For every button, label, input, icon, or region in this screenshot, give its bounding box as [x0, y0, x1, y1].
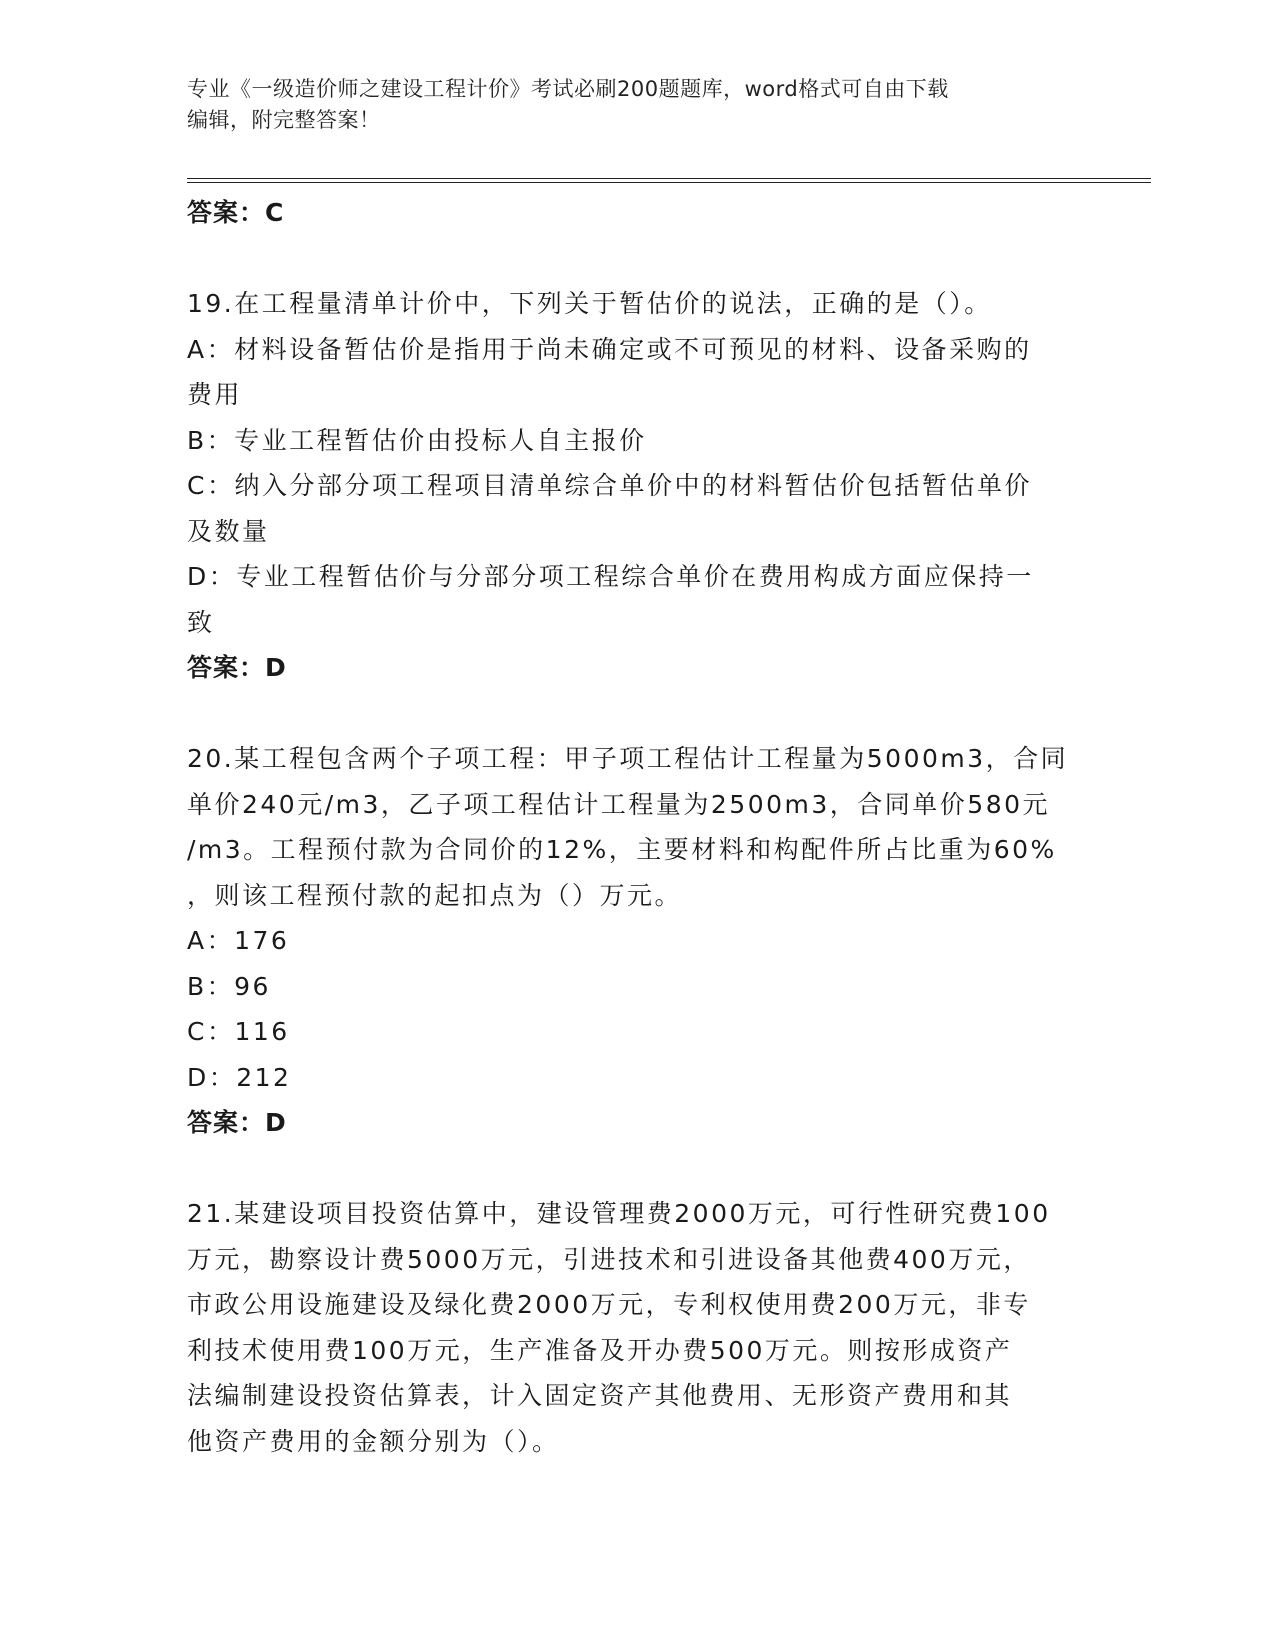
question-stem-line: 19.在工程量清单计价中，下列关于暂估价的说法，正确的是（）。 [187, 289, 992, 318]
option-d: D：212 [187, 1062, 292, 1092]
question-stem-line: 他资产费用的金额分别为（）。 [187, 1426, 560, 1456]
answer-19: 答案：D [187, 653, 287, 682]
option-b: B：专业工程暂估价由投标人自主报价 [187, 425, 647, 455]
document-body [187, 190, 1087, 1464]
question-stem-line: 市政公用设施建设及绿化费2000万元，专利权使用费200万元，非专 [187, 1290, 1031, 1319]
question-stem-line: 利技术使用费100万元，生产准备及开办费500万元。则按形成资产 [187, 1335, 1013, 1365]
header-divider-bottom [187, 182, 1151, 183]
question-20 [187, 736, 1087, 1146]
question-stem-line: 万元，勘察设计费5000万元，引进技术和引进设备其他费400万元， [187, 1244, 1031, 1274]
question-21 [187, 1191, 1087, 1464]
answer-previous: 答案：C [187, 198, 285, 227]
answer-20: 答案：D [187, 1108, 287, 1137]
option-a: A：材料设备暂估价是指用于尚未确定或不可预见的材料、设备采购的 [187, 334, 1032, 364]
question-stem-line: 20.某工程包含两个子项工程：甲子项工程估计工程量为5000m3，合同 [187, 744, 1069, 773]
option-c-continued: 及数量 [187, 516, 270, 546]
question-stem-line: ，则该工程预付款的起扣点为（）万元。 [187, 880, 683, 910]
question-stem-line: 21.某建设项目投资估算中，建设管理费2000万元，可行性研究费100 [187, 1199, 1051, 1228]
page-header [187, 74, 1067, 136]
question-stem-line: 法编制建设投资估算表，计入固定资产其他费用、无形资产费用和其 [187, 1381, 1013, 1410]
option-d: D：专业工程暂估价与分部分项工程综合单价在费用构成方面应保持一 [187, 562, 1034, 591]
header-divider-top [187, 178, 1151, 179]
spacer [187, 691, 1087, 737]
option-c: C：116 [187, 1017, 290, 1046]
header-line-2: 编辑，附完整答案！ [187, 108, 381, 132]
option-c: C：纳入分部分项工程项目清单综合单价中的材料暂估价包括暂估单价 [187, 471, 1032, 500]
option-d-continued: 致 [187, 607, 215, 637]
question-19 [187, 281, 1087, 691]
header-line-1: 专业《一级造价师之建设工程计价》考试必刷200题题库，word格式可自由下载 [187, 77, 949, 101]
spacer [187, 1146, 1087, 1192]
option-a-continued: 费用 [187, 380, 243, 409]
option-a: A：176 [187, 926, 290, 955]
spacer [187, 236, 1087, 282]
question-stem-line: /m3。工程预付款为合同价的12%，主要材料和构配件所占比重为60% [187, 835, 1057, 864]
question-stem-line: 单价240元/m3，乙子项工程估计工程量为2500m3，合同单价580元 [187, 789, 1050, 819]
option-b: B：96 [187, 971, 271, 1001]
